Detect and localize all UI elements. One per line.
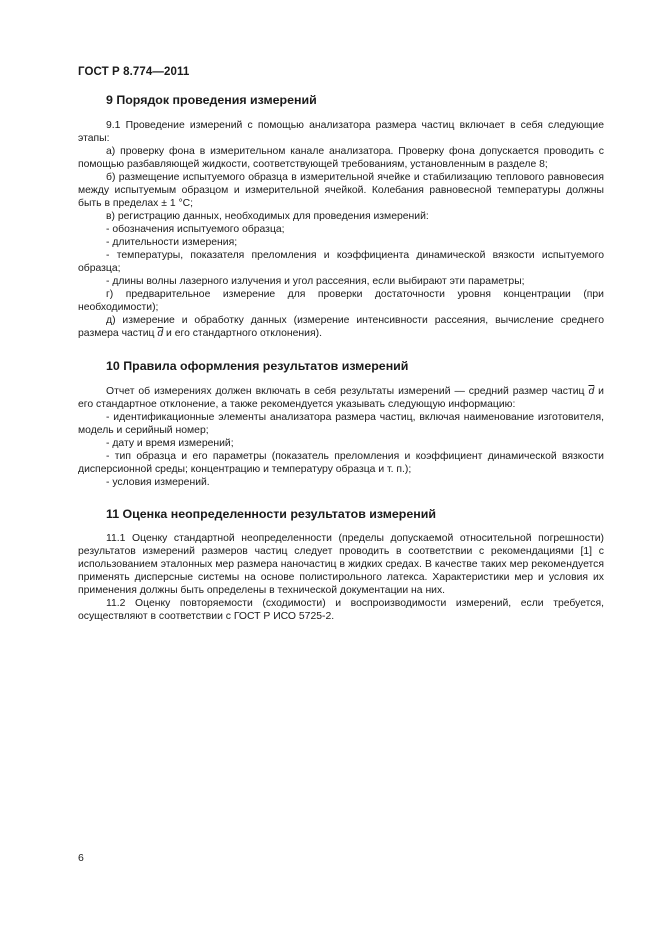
paragraph: - длины волны лазерного излучения и угол рассеяния, если выбирают эти параметры; — [106, 276, 525, 287]
paragraph: г) предварительное измерение для проверки достаточности уровня концентрации (при необходимости); — [78, 289, 604, 313]
paragraph: - условия измерений. — [106, 477, 210, 488]
paragraph: - дату и время измерений; — [106, 438, 234, 449]
paragraph: - температуры, показателя преломления и коэффициента динамической вязкости испытуемого образца; — [78, 250, 604, 274]
paragraph: - тип образца и его параметры (показатель преломления и коэффициент динамической вязкости дисперсионной среды; концентрацию и температуру образца и т. п.); — [78, 451, 604, 475]
document-body — [78, 92, 604, 623]
section-11-heading: 11 Оценка неопределенности результатов измерений — [106, 507, 436, 521]
section-10-heading: 10 Правила оформления результатов измерений — [106, 359, 409, 373]
paragraph: 9.1 Проведение измерений с помощью анализатора размера частиц включает в себя следующие этапы: — [78, 120, 604, 144]
text-segment: и его стандартное отклонение, а также рекомендуется указывать следующую информацию: — [78, 386, 604, 410]
section-9-body — [78, 119, 604, 340]
page-number: 6 — [78, 852, 84, 864]
paragraph: а) проверку фона в измерительном канале анализатора. Проверку фона допускается проводить с помощью разбавляющей жидкости, соответствующей требованиям, установленным в разделе 8; — [78, 146, 604, 170]
paragraph: - идентификационные элементы анализатора размера частиц, включая наименование изготовителя, модель и серийный номер; — [78, 412, 604, 436]
mean-size-variable: $\overline{d}$ — [588, 386, 595, 397]
paragraph: - обозначения испытуемого образца; — [106, 224, 285, 235]
text-segment: и его стандартного отклонения). — [163, 328, 322, 339]
paragraph: 11.1 Оценку стандартной неопределенности (пределы допускаемой относительной погрешности) результатов измерений размеров частиц следует проводить в соответствии с рекомендациями [1] с использованием эталонных мер размера наночастиц в жидких средах. В качестве таких мер рекомендуется применять дисперсные системы на основе полистирольного латекса. Характеристики мер и условия их применения должны быть определены в технической документации на них. — [78, 533, 604, 596]
text-segment: Отчет об измерениях должен включать в себя результаты измерений — средний размер частиц — [106, 386, 589, 397]
paragraph: - длительности измерения; — [106, 237, 238, 248]
paragraph — [78, 385, 604, 411]
paragraph: б) размещение испытуемого образца в измерительной ячейке и стабилизацию теплового равновесия между испытуемым образцом и измерительной ячейкой. Колебания равновесной температуры должны быть в пределах ± 1 °С; — [78, 172, 604, 209]
mean-size-variable: $\overline{d}$ — [157, 328, 164, 339]
text-segment: д) измерение и обработку данных (измерение интенсивности рассеяния, вычисление среднего размера частиц — [78, 315, 604, 339]
section-10-body — [78, 385, 604, 489]
paragraph — [78, 314, 604, 340]
paragraph: 11.2 Оценку повторяемости (сходимости) и воспроизводимости измерений, если требуется, осуществляют в соответствии с ГОСТ Р ИСО 5725-2. — [78, 598, 604, 622]
document-header: ГОСТ Р 8.774—2011 — [78, 66, 190, 78]
paragraph: в) регистрацию данных, необходимых для проведения измерений: — [106, 211, 429, 222]
section-9-heading: 9 Порядок проведения измерений — [106, 93, 317, 107]
section-11-body — [78, 532, 604, 623]
